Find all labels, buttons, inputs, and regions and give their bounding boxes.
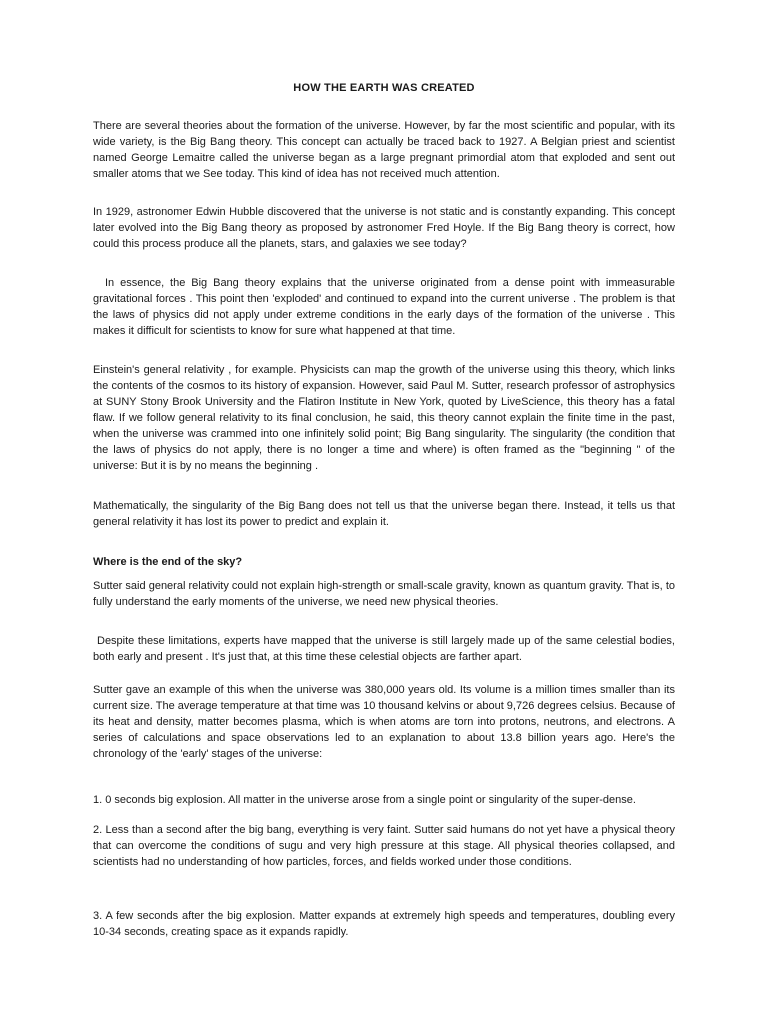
paragraph-despite: Despite these limitations, experts have mapped that the universe is still largely made up of the same celestial bodies, both early and present . It's just that, at this time these celestial objects are farther apart.	[93, 635, 675, 663]
list-item-3: 3. A few seconds after the big explosion. Matter expands at extremely high speeds and temperatures, doubling every 10-34 seconds, creating space as it expands rapidly.	[93, 910, 675, 938]
list-item-2: 2. Less than a second after the big bang, everything is very faint. Sutter said humans do not yet have a physical theory that can overcome the conditions of sugu and very high pressure at this stage. All physical theories collapsed, and scientists had no understanding of how particles, forces, and fields worked under those conditions.	[93, 824, 675, 868]
paragraph-einstein: Einstein's general relativity , for example. Physicists can map the growth of the universe using this theory, which links the contents of the cosmos to its history of expansion. However, said Paul M. Sutter, research professor of astrophysics at SUNY Stony Brook University and the Flatiron Institute in New York, quoted by LiveScience, this theory has a fatal flaw. If we follow general relativity to its final conclusion, he said, this theory cannot explain the finite time in the past, when the universe was crammed into one infinitely solid point; Big Bang singularity. The singularity (the condition that the laws of physics do not apply, there is no longer a time and where) is often framed as the "beginning " of the universe: But it is by no means the beginning .	[93, 364, 675, 472]
paragraph-intro: There are several theories about the formation of the universe. However, by far the most scientific and popular, with its wide variety, is the Big Bang theory. This concept can actually be traced back to 1927. A Belgian priest and scientist named George Lemaitre called the universe began as a large pregnant primordial atom that exploded and sent out smaller atoms that we See today. This kind of idea has not received much attention.	[93, 120, 675, 180]
page-title: HOW THE EARTH WAS CREATED	[293, 82, 475, 94]
paragraph-essence: In essence, the Big Bang theory explains that the universe originated from a dense point with immeasurable gravitational forces . This point then 'exploded' and continued to expand into the current universe . The problem is that the laws of physics did not apply under extreme conditions in the early days of the formation of the universe . This makes it difficult for scientists to know for sure what happened at that time.	[93, 277, 675, 337]
list-item-1: 1. 0 seconds big explosion. All matter in the universe arose from a single point or singularity of the super-dense.	[93, 794, 636, 806]
section-heading: Where is the end of the sky?	[93, 556, 243, 568]
paragraph-sutter-example: Sutter gave an example of this when the universe was 380,000 years old. Its volume is a million times smaller than its current size. The average temperature at that time was 10 thousand kelvins or about 9,726 degrees celsius. Because of its heat and density, matter becomes plasma, which is when atoms are torn into protons, neutrons, and electrons. A series of calculations and space observations led to an explanation to about 13.8 billion years ago. Here's the chronology of the 'early' stages of the universe:	[93, 684, 675, 760]
paragraph-sutter-gravity: Sutter said general relativity could not explain high-strength or small-scale gravity, known as quantum gravity. That is, to fully understand the early moments of the universe, we need new physical theories.	[93, 580, 675, 608]
paragraph-hubble: In 1929, astronomer Edwin Hubble discovered that the universe is not static and is constantly expanding. This concept later evolved into the Big Bang theory as proposed by astronomer Fred Hoyle. If the Big Bang theory is correct, how could this process produce all the planets, stars, and galaxies we see today?	[93, 206, 675, 250]
paragraph-mathematically: Mathematically, the singularity of the Big Bang does not tell us that the universe began there. Instead, it tells us that general relativity it has lost its power to predict and explain it.	[93, 500, 675, 528]
